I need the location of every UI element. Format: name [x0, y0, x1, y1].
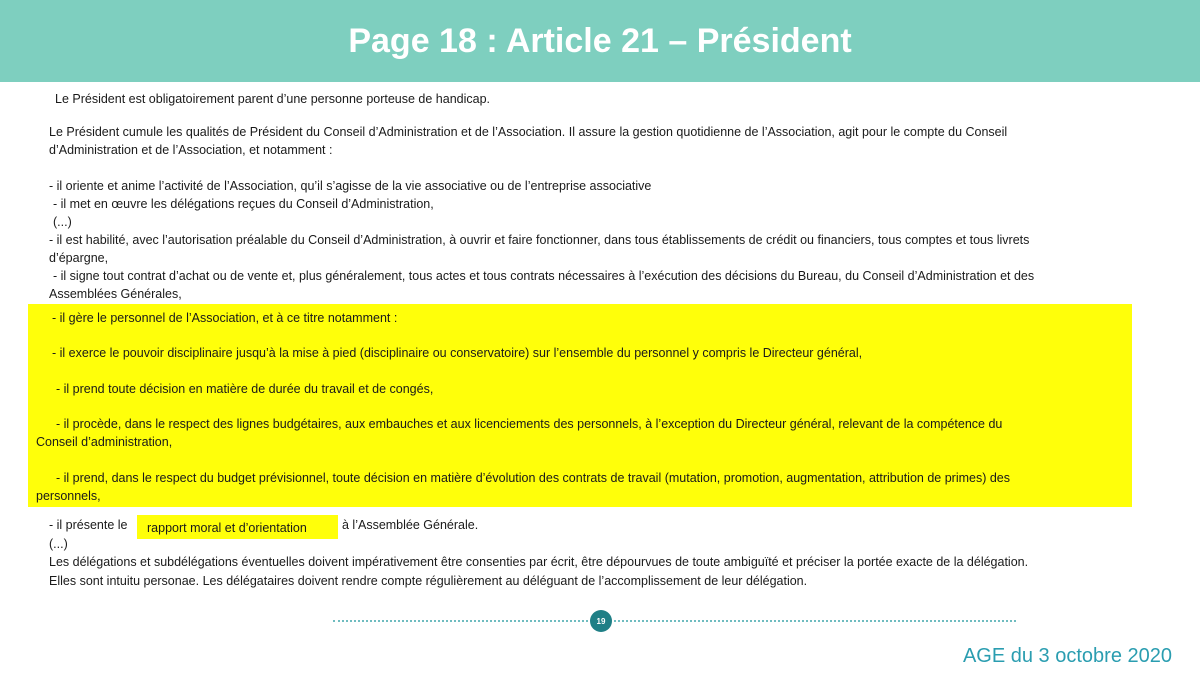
- text-line: - il présente le: [49, 518, 128, 532]
- text-line: Le Président cumule les qualités de Président du Conseil d’Administration et de l’Association. Il assure la gestion quotidienne de l’Association, agit pour le compte du Conseil: [49, 125, 1008, 139]
- text-line: Le Président est obligatoirement parent d’une personne porteuse de handicap.: [55, 92, 491, 106]
- highlighted-phrase: rapport moral et d’orientation: [147, 521, 307, 535]
- text-line: Les délégations et subdélégations éventuelles doivent impérativement être consenties par écrit, être dépourvues de toute ambiguïté et préciser la portée exacte de la délégation.: [49, 555, 1029, 569]
- text-line: - il oriente et anime l’activité de l’Association, qu’il s’agisse de la vie associative ou de l’entreprise associative: [49, 179, 652, 193]
- text-line: Assemblées Générales,: [49, 287, 182, 301]
- highlighted-line: personnels,: [36, 489, 101, 503]
- divider-left: [333, 620, 588, 622]
- title-banner: [0, 0, 1200, 82]
- text-line: (...): [49, 537, 68, 551]
- highlighted-line: - il prend toute décision en matière de durée du travail et de congés,: [56, 382, 434, 396]
- highlighted-line: - il gère le personnel de l’Association, et à ce titre notamment :: [52, 311, 398, 325]
- text-line: à l’Assemblée Générale.: [342, 518, 479, 532]
- highlighted-line: - il procède, dans le respect des lignes budgétaires, aux embauches et aux licenciements des personnels, à l’exception du Directeur général, relevant de la compétence du: [56, 417, 1003, 431]
- text-line: Elles sont intuitu personae. Les délégataires doivent rendre compte régulièrement au déléguant de l’accomplissement de leur délégation.: [49, 574, 808, 588]
- text-line: d’Administration et de l’Association, et notamment :: [49, 143, 333, 157]
- footer-text: AGE du 3 octobre 2020: [962, 645, 1172, 667]
- highlighted-line: Conseil d’administration,: [36, 435, 173, 449]
- highlighted-line: - il exerce le pouvoir disciplinaire jusqu’à la mise à pied (disciplinaire ou conservatoire) sur l’ensemble du personnel y compris le Directeur général,: [52, 346, 863, 360]
- text-line: - il signe tout contrat d’achat ou de vente et, plus généralement, tous actes et tous contrats nécessaires à l’exécution des décisions du Bureau, du Conseil d’Administration et des: [53, 269, 1035, 283]
- highlighted-line: - il prend, dans le respect du budget prévisionnel, toute décision en matière d’évolution des contrats de travail (mutation, promotion, augmentation, attribution de primes) des: [56, 471, 1011, 485]
- page-number-badge: 19: [590, 610, 612, 632]
- text-line: (...): [53, 215, 72, 229]
- slide-title: Page 18 : Article 21 – Président: [348, 21, 852, 60]
- text-line: - il est habilité, avec l’autorisation préalable du Conseil d’Administration, à ouvrir et faire fonctionner, dans tous établissements de crédit ou financiers, tous comptes et tous livrets: [49, 233, 1030, 247]
- text-line: - il met en œuvre les délégations reçues du Conseil d’Administration,: [53, 197, 434, 211]
- text-line: d’épargne,: [49, 251, 109, 265]
- divider-right: [614, 620, 1016, 622]
